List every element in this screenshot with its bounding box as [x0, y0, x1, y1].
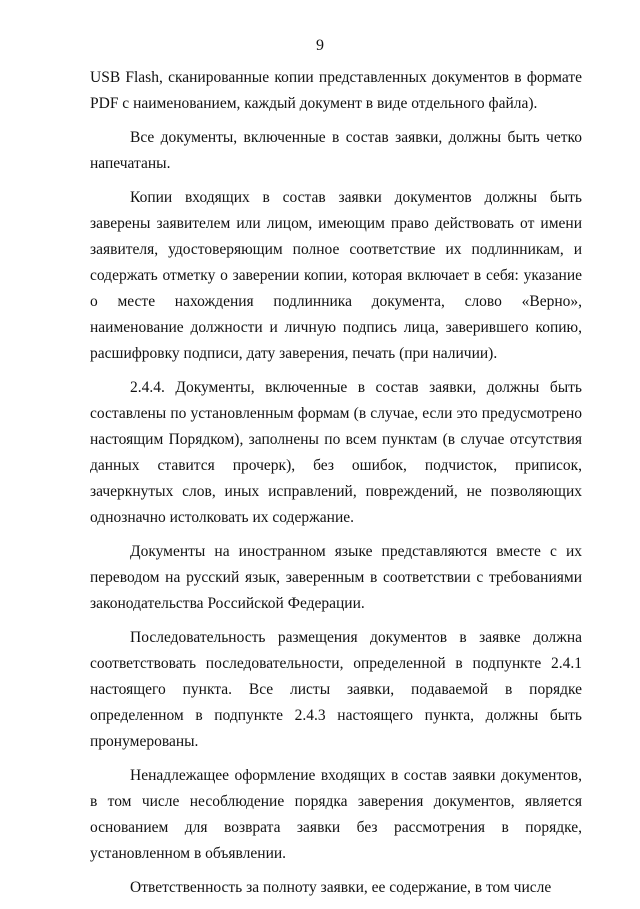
page-number: 9 [316, 37, 324, 54]
paragraph-sequence: Последовательность размещения документов в заявке должна соответствовать последовательности, определенной в подпункте 2.4.1 настоящего пункта. Все листы заявки, подаваемой в порядке определенном в подпункте 2.4.3 настоящего пункта, должны быть пронумерованы. [90, 629, 582, 750]
paragraph-foreign-language: Документы на иностранном языке представляются вместе с их переводом на русский язык, заверенным в соответствии с требованиями законодательства Российской Федерации. [90, 543, 582, 612]
paragraph-documents-printed: Все документы, включенные в состав заявки, должны быть четко напечатаны. [90, 129, 582, 172]
paragraph-continuation: USB Flash, сканированные копии представленных документов в формате PDF с наименованием, каждый документ в виде отдельного файла). [90, 69, 582, 112]
paragraph-improper-formatting: Ненадлежащее оформление входящих в состав заявки документов, в том числе несоблюдение порядка заверения документов, является основанием для возврата заявки без рассмотрения в порядке, установленном в объявлении. [90, 767, 582, 862]
paragraph-responsibility: Ответственность за полноту заявки, ее содержание, в том числе [130, 879, 552, 896]
paragraph-copies-certification: Копии входящих в состав заявки документов должны быть заверены заявителем или лицом, имеющим право действовать от имени заявителя, удостоверяющим полное соответствие их подлинникам, и содержать отметку о заверении копии, которая включает в себя: указание о месте нахождения подлинника документа, слово «Верно», наименование должности и личную подпись лица, заверившего копию, расшифровку подписи, дату заверения, печать (при наличии). [90, 189, 582, 362]
document-body [90, 65, 582, 909]
paragraph-2-4-4: 2.4.4. Документы, включенные в состав заявки, должны быть составлены по установленным формам (в случае, если это предусмотрено настоящим Порядком), заполнены по всем пунктам (в случае отсутствия данных ставится прочерк), без ошибок, подчисток, приписок, зачеркнутых слов, иных исправлений, повреждений, не позволяющих однозначно истолковать их содержание. [90, 379, 582, 526]
